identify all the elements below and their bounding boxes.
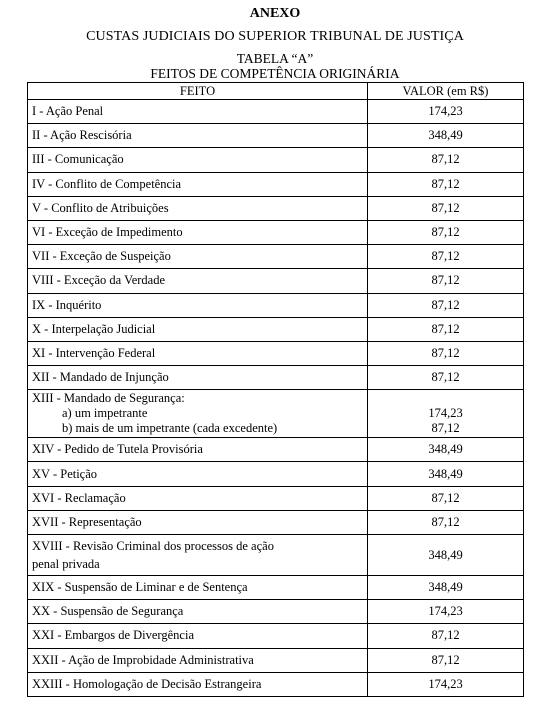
feito-cell: XXIII - Homologação de Decisão Estrangeira	[28, 672, 368, 696]
feito-sub-item: b) mais de um impetrante (cada excedente)	[62, 421, 278, 436]
valor-cell: 348,49	[368, 438, 524, 462]
feito-cell: I - Ação Penal	[28, 100, 368, 124]
feito-cell: IV - Conflito de Competência	[28, 172, 368, 196]
valor-cell: 348,49	[368, 576, 524, 600]
feito-line: penal privada	[32, 557, 100, 571]
valor-cell: 87,12	[368, 624, 524, 648]
table-row	[28, 124, 524, 148]
table-row	[28, 341, 524, 365]
fees-table	[27, 82, 524, 697]
table-body	[28, 100, 524, 697]
table-row	[28, 245, 524, 269]
valor-cell: 348,49	[368, 535, 524, 576]
feito-heading: XIII - Mandado de Segurança:	[32, 391, 185, 406]
table-row	[28, 366, 524, 390]
valor-cell: 348,49	[368, 462, 524, 486]
feito-cell: II - Ação Rescisória	[28, 124, 368, 148]
valor-sub-item: 174,23	[428, 406, 463, 421]
valor-cell: 87,12	[368, 220, 524, 244]
table-row	[28, 172, 524, 196]
table-row	[28, 390, 524, 438]
table-name: TABELA “A”	[236, 51, 314, 66]
feito-cell	[28, 535, 368, 576]
table-row	[28, 576, 524, 600]
valor-cell: 87,12	[368, 196, 524, 220]
feito-cell: XVI - Reclamação	[28, 486, 368, 510]
feito-cell: XII - Mandado de Injunção	[28, 366, 368, 390]
document-title: ANEXO	[249, 6, 301, 21]
feito-cell: IX - Inquérito	[28, 293, 368, 317]
valor-cell: 348,49	[368, 124, 524, 148]
feito-cell: XV - Petição	[28, 462, 368, 486]
table-row	[28, 148, 524, 172]
feito-cell	[28, 390, 368, 438]
document-subtitle: CUSTAS JUDICIAIS DO SUPERIOR TRIBUNAL DE JUSTIÇA	[86, 29, 464, 44]
table-row	[28, 100, 524, 124]
feito-cell: XXI - Embargos de Divergência	[28, 624, 368, 648]
table-row	[28, 196, 524, 220]
feito-cell: III - Comunicação	[28, 148, 368, 172]
feito-cell: VI - Exceção de Impedimento	[28, 220, 368, 244]
valor-cell: 87,12	[368, 293, 524, 317]
valor-cell: 87,12	[368, 366, 524, 390]
valor-cell: 87,12	[368, 341, 524, 365]
valor-cell: 174,23	[368, 672, 524, 696]
feito-line: XVIII - Revisão Criminal dos processos de ação	[32, 539, 274, 553]
table-row	[28, 648, 524, 672]
feito-cell: XX - Suspensão de Segurança	[28, 600, 368, 624]
valor-cell: 174,23	[368, 600, 524, 624]
feito-cell: XIX - Suspensão de Liminar e de Sentença	[28, 576, 368, 600]
feito-cell: XI - Intervenção Federal	[28, 341, 368, 365]
table-row	[28, 269, 524, 293]
valor-cell: 87,12	[368, 317, 524, 341]
table-row	[28, 293, 524, 317]
valor-sub-item: 87,12	[431, 421, 460, 436]
table-row	[28, 220, 524, 244]
column-header-feito: FEITO	[28, 83, 368, 100]
valor-cell: 87,12	[368, 245, 524, 269]
valor-cell: 87,12	[368, 269, 524, 293]
valor-cell: 87,12	[368, 648, 524, 672]
table-caption: FEITOS DE COMPETÊNCIA ORIGINÁRIA	[150, 66, 400, 81]
valor-cell	[368, 390, 524, 438]
feito-cell: XIV - Pedido de Tutela Provisória	[28, 438, 368, 462]
column-header-valor: VALOR (em R$)	[368, 83, 524, 100]
valor-cell: 174,23	[368, 100, 524, 124]
feito-cell: VIII - Exceção da Verdade	[28, 269, 368, 293]
feito-cell: XXII - Ação de Improbidade Administrativa	[28, 648, 368, 672]
valor-cell: 87,12	[368, 172, 524, 196]
feito-cell: VII - Exceção de Suspeição	[28, 245, 368, 269]
table-row	[28, 600, 524, 624]
valor-cell: 87,12	[368, 148, 524, 172]
table-row	[28, 486, 524, 510]
feito-sub-item: a) um impetrante	[62, 406, 148, 421]
feito-cell: V - Conflito de Atribuições	[28, 196, 368, 220]
valor-cell: 87,12	[368, 510, 524, 534]
table-row	[28, 535, 524, 576]
table-header-row	[28, 83, 524, 100]
table-row	[28, 462, 524, 486]
table-row	[28, 510, 524, 534]
feito-cell: XVII - Representação	[28, 510, 368, 534]
valor-cell: 87,12	[368, 486, 524, 510]
table-row	[28, 438, 524, 462]
table-row	[28, 624, 524, 648]
feito-cell: X - Interpelação Judicial	[28, 317, 368, 341]
table-row	[28, 317, 524, 341]
table-row	[28, 672, 524, 696]
